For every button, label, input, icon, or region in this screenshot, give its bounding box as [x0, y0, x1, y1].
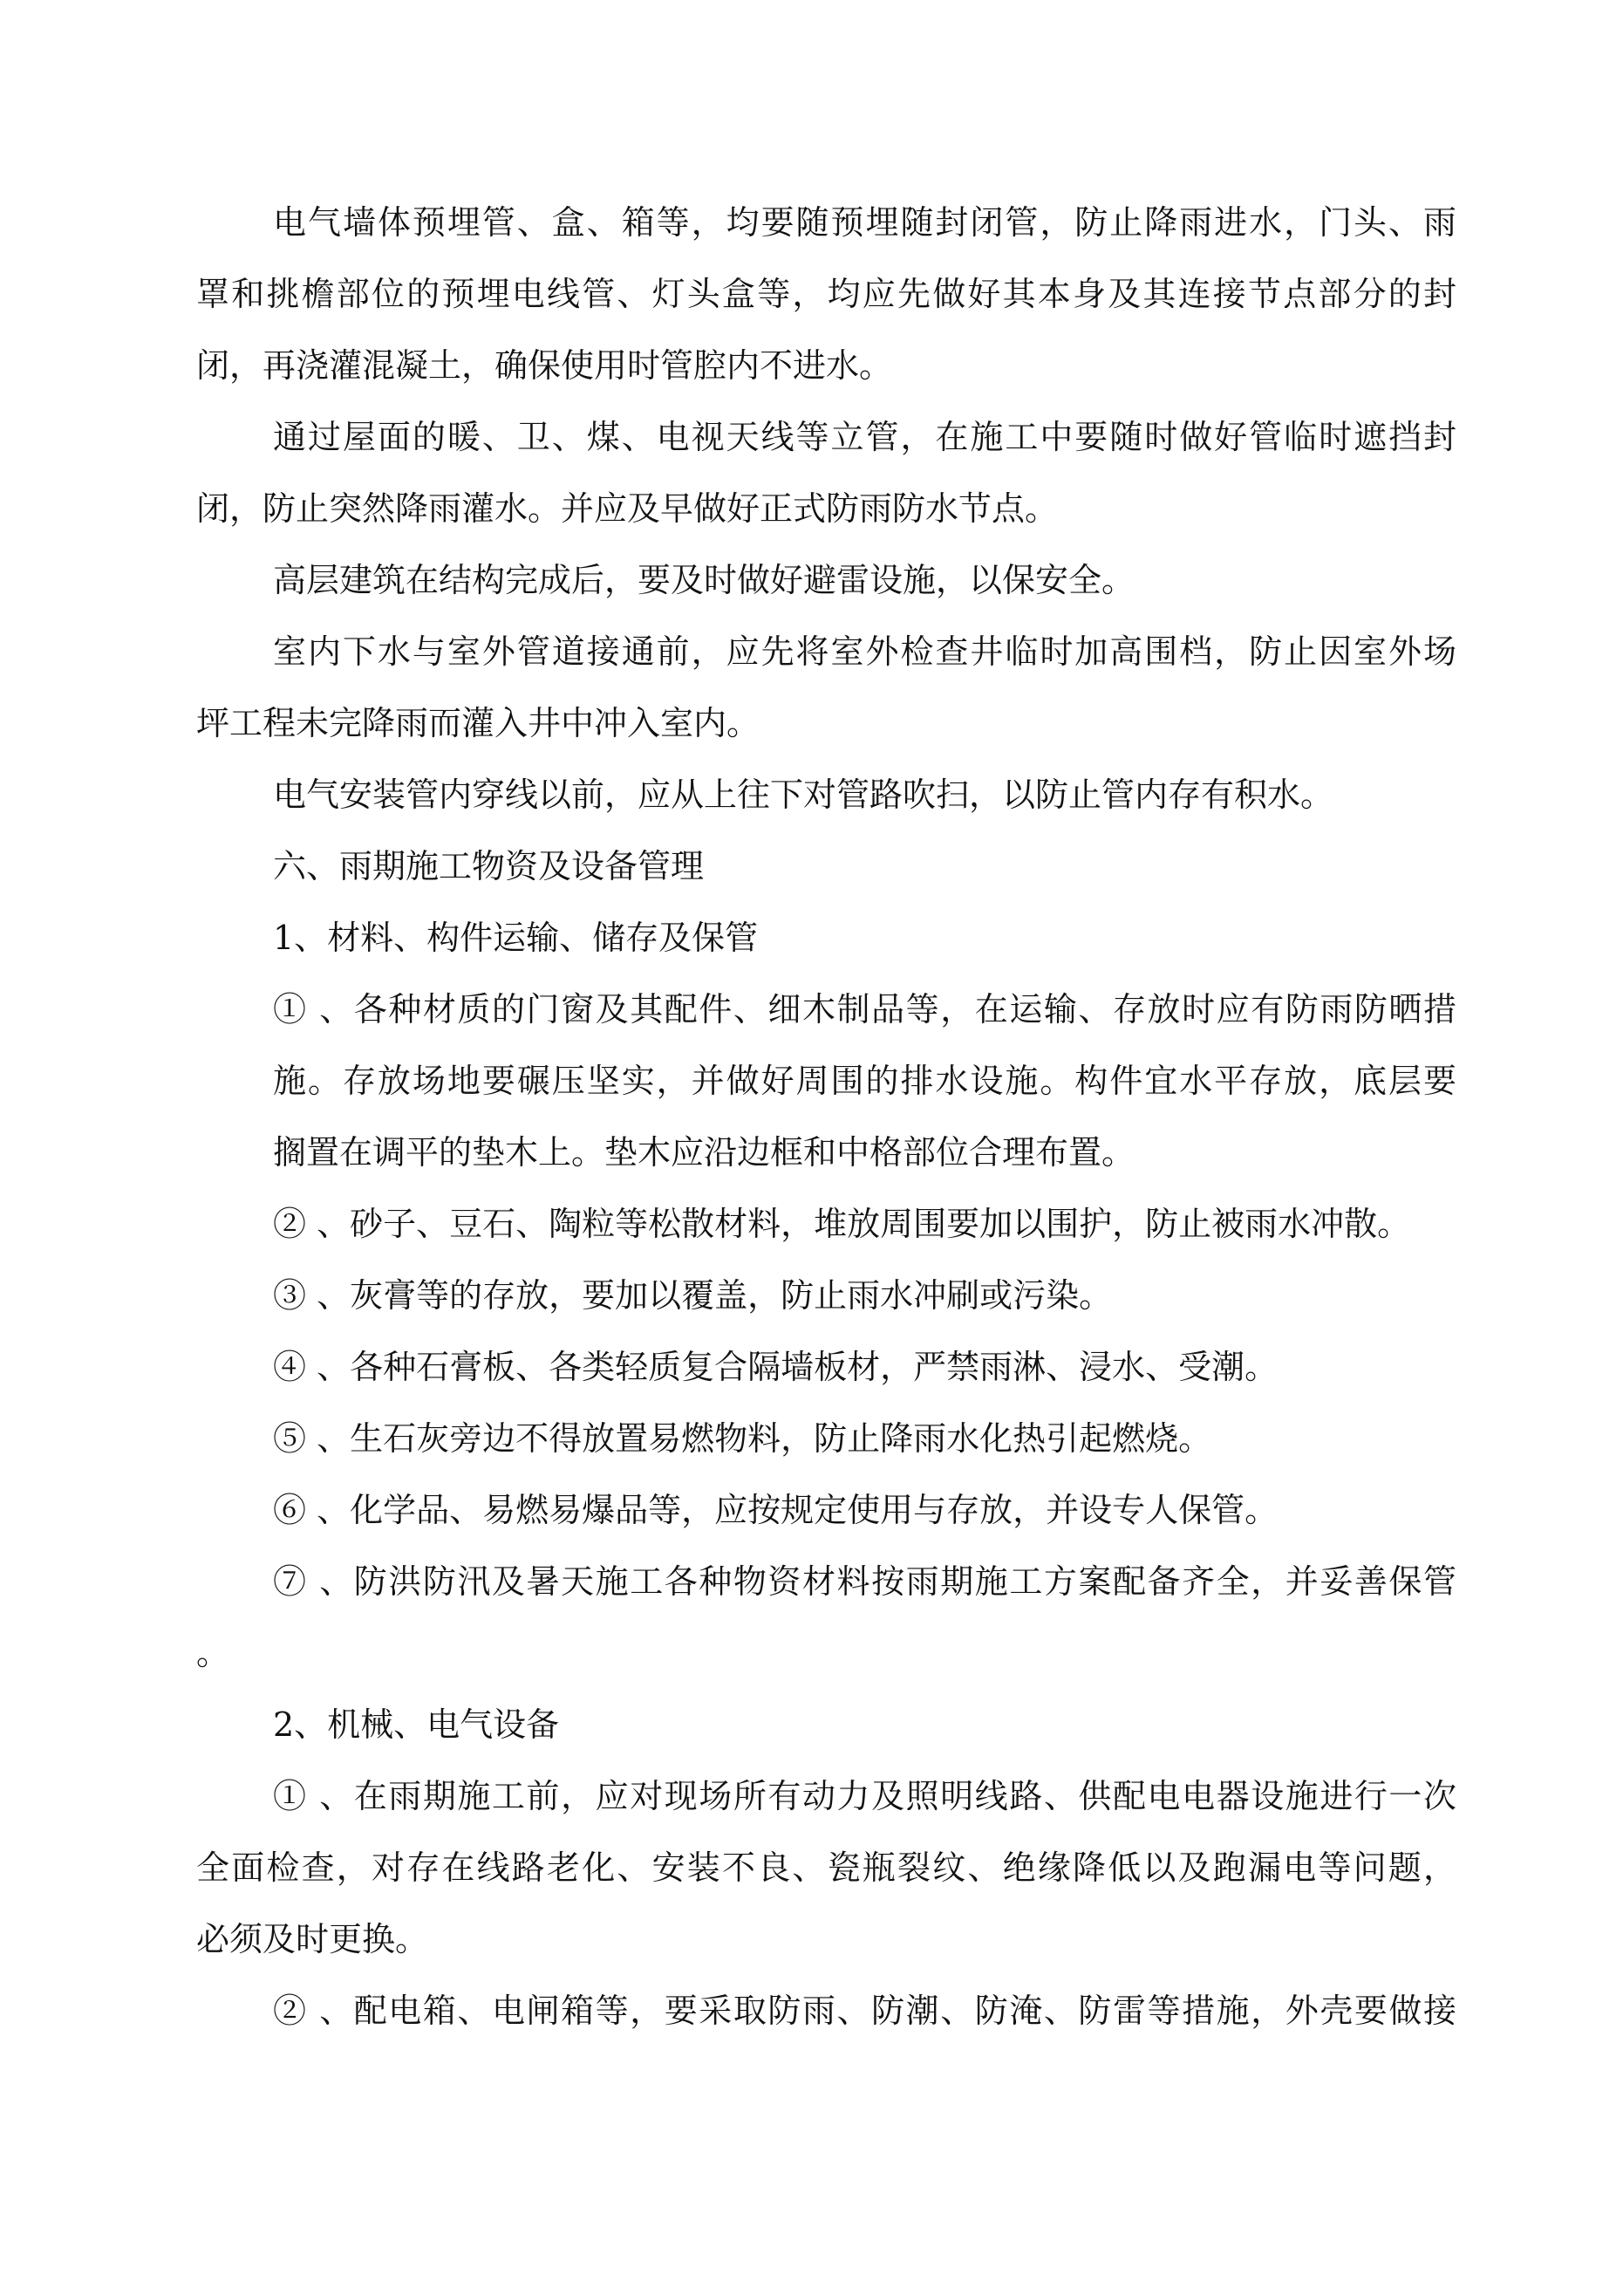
text-line: 闭，再浇灌混凝土，确保使用时管腔内不进水。: [196, 346, 893, 385]
text-line: 高层建筑在结构完成后，要及时做好避雷设施，以保安全。: [273, 561, 1135, 599]
text-line: 必须及时更换。: [196, 1920, 429, 1958]
list-item-quicklime: [196, 1403, 1456, 1474]
list-item-power-inspection: [196, 1760, 1456, 1975]
text-line: 全面检查，对存在线路老化、安装不良、瓷瓶裂纹、绝缘降低以及跑漏电等问题，: [196, 1848, 1456, 1887]
text-line: 1、材料、构件运输、储存及保管: [273, 919, 759, 957]
text-line: 室内下水与室外管道接通前，应先将室外检查井临时加高围档，防止因室外场: [273, 632, 1456, 671]
text-line: ④ 、各种石膏板、各类轻质复合隔墙板材，严禁雨淋、浸水、受潮。: [273, 1348, 1279, 1386]
text-line: 罩和挑檐部位的预埋电线管、灯头盒等，均应先做好其本身及其连接节点部分的封: [196, 275, 1456, 313]
section-heading-materials-equipment: [196, 830, 1456, 902]
paragraph-drainage-connection: [196, 616, 1456, 759]
list-item-flood-supplies: [196, 1546, 1456, 1689]
text-line: 闭，防止突然降雨灌水。并应及早做好正式防雨防水节点。: [196, 489, 1059, 528]
text-line: ② 、砂子、豆石、陶粒等松散材料，堆放周围要加以围护，防止被雨水冲散。: [273, 1205, 1411, 1243]
text-line: ① 、各种材质的门窗及其配件、细木制品等，在运输、存放时应有防雨防晒措: [273, 990, 1456, 1028]
list-item-lime-paste: [196, 1260, 1456, 1331]
list-item-distribution-boxes: [196, 1975, 1456, 2047]
text-line: ② 、配电箱、电闸箱等，要采取防雨、防潮、防淹、防雷等措施，外壳要做接: [273, 1992, 1456, 2030]
text-line: ⑤ 、生石灰旁边不得放置易燃物料，防止降雨水化热引起燃烧。: [273, 1419, 1212, 1458]
list-item-chemicals: [196, 1474, 1456, 1546]
text-line: ③ 、灰膏等的存放，要加以覆盖，防止雨水冲刷或污染。: [273, 1276, 1113, 1315]
text-line: 坪工程未完降雨而灌入井中冲入室内。: [196, 704, 760, 742]
text-line: 电气安装管内穿线以前，应从上往下对管路吹扫，以防止管内存有积水。: [273, 776, 1334, 814]
text-line: 六、雨期施工物资及设备管理: [273, 847, 705, 885]
list-item-doors-windows: [196, 974, 1456, 1188]
text-line: 。: [196, 1634, 230, 1672]
list-item-gypsum-boards: [196, 1331, 1456, 1403]
text-line: ① 、在雨期施工前，应对现场所有动力及照明线路、供配电电器设施进行一次: [273, 1777, 1456, 1815]
text-line: 电气墙体预埋管、盒、箱等，均要随预埋随封闭管，防止降雨进水，门头、雨: [273, 203, 1456, 242]
text-line: 2、机械、电气设备: [273, 1705, 560, 1744]
subsection-heading-materials: [196, 902, 1456, 974]
text-line: ⑦ 、防洪防汛及暑天施工各种物资材料按雨期施工方案配备齐全，并妥善保管: [273, 1562, 1456, 1601]
text-line: 通过屋面的暖、卫、煤、电视天线等立管，在施工中要随时做好管临时遮挡封: [273, 418, 1456, 456]
text-line: 施。存放场地要碾压坚实，并做好周围的排水设施。构件宜水平存放，底层要: [273, 1062, 1456, 1100]
document-body: [196, 187, 1456, 2047]
paragraph-electrical-conduit: [196, 187, 1456, 401]
text-line: ⑥ 、化学品、易燃易爆品等，应按规定使用与存放，并设专人保管。: [273, 1491, 1279, 1529]
paragraph-lightning-protection: [196, 544, 1456, 616]
paragraph-roof-pipes: [196, 401, 1456, 544]
paragraph-cable-threading: [196, 759, 1456, 830]
text-line: 搁置在调平的垫木上。垫木应沿边框和中格部位合理布置。: [273, 1133, 1135, 1172]
subsection-heading-machinery: [196, 1689, 1456, 1760]
list-item-loose-materials: [196, 1188, 1456, 1260]
